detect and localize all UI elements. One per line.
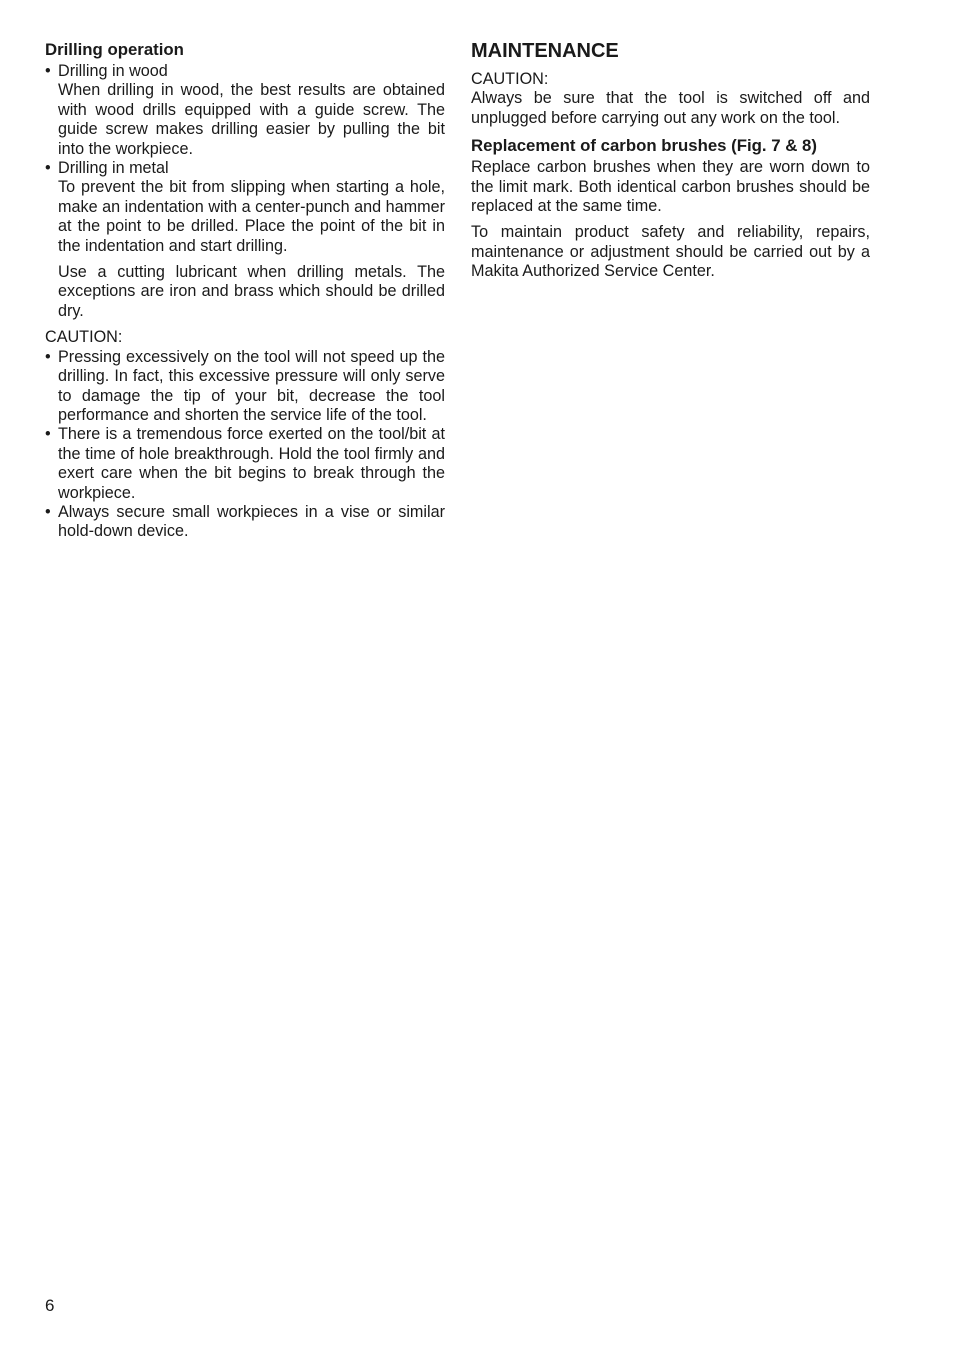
carbon-brushes-heading: Replacement of carbon brushes (Fig. 7 & 8)	[471, 136, 817, 156]
bullet-title: Drilling in metal	[58, 159, 169, 178]
caution-item	[45, 503, 445, 542]
carbon-brushes-text: Replace carbon brushes when they are worn down to the limit mark. Both identical carbon brushes should be replaced at the same time.	[471, 158, 870, 216]
bullet-dot: •	[45, 347, 51, 366]
right-column	[471, 39, 870, 282]
maintenance-caution-text: Always be sure that the tool is switched off and unplugged before carrying out any work on the tool.	[471, 89, 870, 127]
caution-item-text: Pressing excessively on the tool will not speed up the drilling. In fact, this excessive pressure will only serve to damage the tip of your bit, decrease the tool performance and shorten the service life of the tool.	[58, 347, 445, 424]
caution-item	[45, 425, 445, 503]
bullet-text: To prevent the bit from slipping when starting a hole, make an indentation with a center-punch and hammer at the point to be drilled. Place the point of the bit in the indentation and start drilling.	[58, 178, 445, 255]
caution-item-text: There is a tremendous force exerted on the tool/bit at the time of hole breakthrough. Hold the tool firmly and exert care when the bit begins to break through the workpiece.	[58, 425, 445, 502]
bullet-dot: •	[45, 62, 51, 80]
caution-label: CAUTION:	[45, 328, 123, 347]
bullet-dot: •	[45, 425, 51, 444]
caution-label: CAUTION:	[471, 70, 549, 88]
service-center-text: To maintain product safety and reliability, repairs, maintenance or adjustment should be carried out by a Makita Authorized Service Center.	[471, 223, 870, 281]
bullet-text: When drilling in wood, the best results are obtained with wood drills equipped with a guide screw. The guide screw makes drilling easier by pulling the bit into the workpiece.	[58, 81, 445, 158]
page-number: 6	[45, 1296, 55, 1315]
caution-item-text: Always secure small workpieces in a vise or similar hold-down device.	[58, 502, 445, 541]
left-column	[45, 39, 445, 542]
bullet-drilling-metal	[45, 159, 445, 256]
caution-item	[45, 348, 445, 426]
bullet-dot: •	[45, 502, 51, 521]
bullet-title: Drilling in wood	[58, 62, 168, 80]
drilling-operation-heading: Drilling operation	[45, 40, 184, 59]
lubricant-note: Use a cutting lubricant when drilling metals. The exceptions are iron and brass which should be drilled dry.	[58, 263, 445, 320]
bullet-dot: •	[45, 159, 51, 178]
bullet-drilling-wood	[45, 62, 445, 159]
maintenance-heading: MAINTENANCE	[471, 40, 619, 62]
